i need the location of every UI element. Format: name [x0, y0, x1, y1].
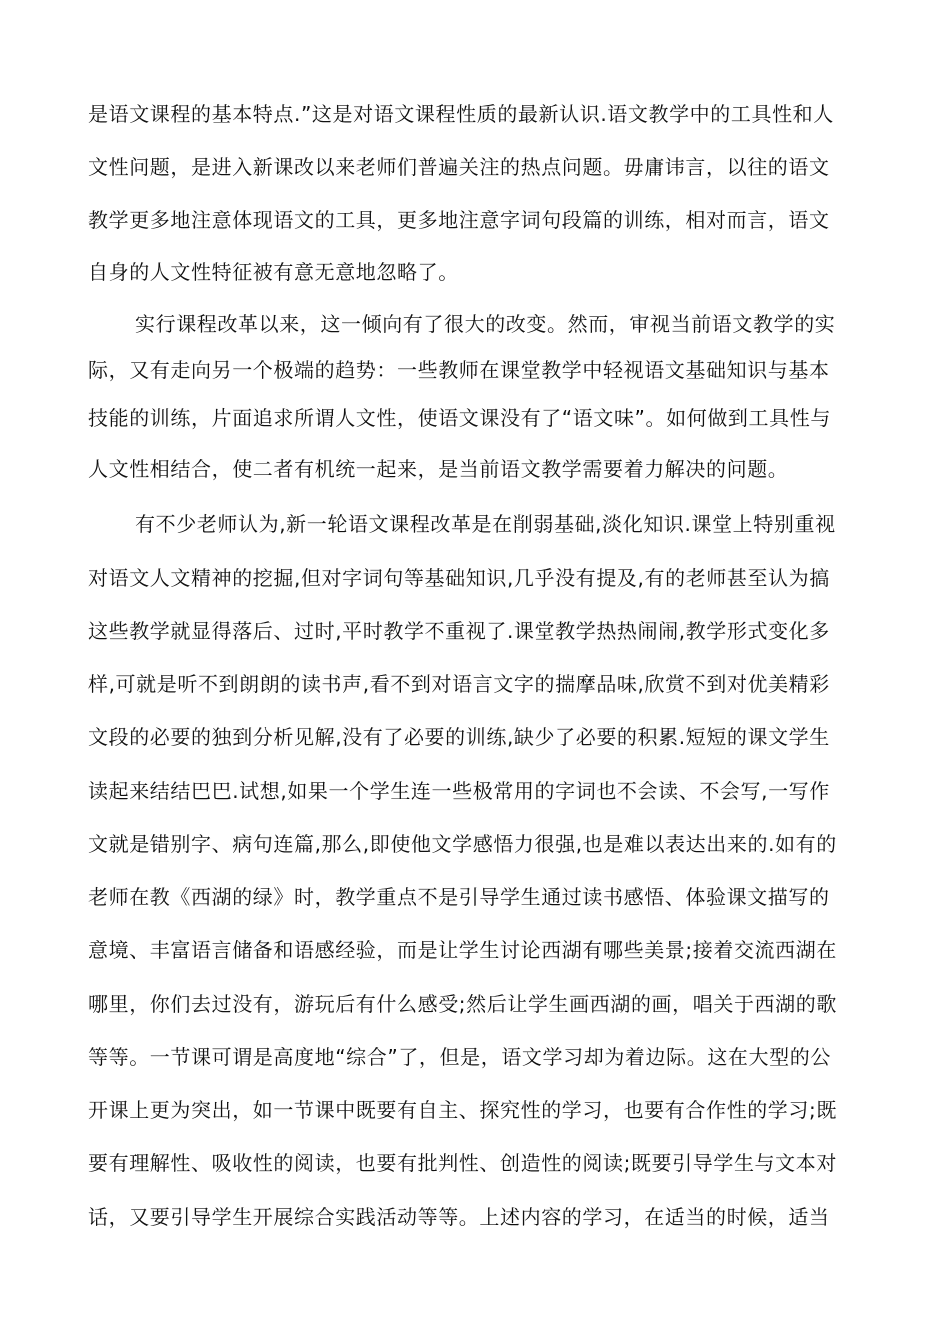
text-line: 文性问题，是进入新课改以来老师们普遍关注的热点问题。毋庸讳言，以往的语文 [88, 155, 830, 179]
text-line: 对语文人文精神的挖掘,但对字词句等基础知识,几乎没有提及,有的老师甚至认为搞 [88, 566, 830, 590]
text-line: 实行课程改革以来，这一倾向有了很大的改变。然而，审视当前语文教学的实 [135, 312, 836, 336]
text-line: 样,可就是听不到朗朗的读书声,看不到对语言文字的揣摩品味,欣赏不到对优美精彩 [88, 672, 830, 696]
text-line: 哪里，你们去过没有，游玩后有什么感受;然后让学生画西湖的画，唱关于西湖的歌 [88, 992, 837, 1016]
text-line: 教学更多地注意体现语文的工具，更多地注意字词句段篇的训练，相对而言，语文 [88, 208, 830, 232]
text-line: 这些教学就显得落后、过时,平时教学不重视了.课堂教学热热闹闹,教学形式变化多 [88, 619, 830, 643]
text-line: 意境、丰富语言储备和语感经验，而是让学生讨论西湖有哪些美景;接着交流西湖在 [88, 938, 837, 962]
text-line: 有不少老师认为,新一轮语文课程改革是在削弱基础,淡化知识.课堂上特别重视 [135, 512, 836, 536]
text-line: 话，又要引导学生开展综合实践活动等等。上述内容的学习，在适当的时候，适当 [88, 1205, 830, 1229]
text-line: 技能的训练，片面追求所谓人文性，使语文课没有了“语文味”。如何做到工具性与 [88, 406, 831, 430]
text-line: 文就是错别字、病句连篇,那么,即使他文学感悟力很强,也是难以表达出来的.如有的 [88, 832, 837, 856]
text-line: 等等。一节课可谓是高度地“综合”了，但是，语文学习却为着边际。这在大型的公 [88, 1045, 831, 1069]
text-line: 要有理解性、吸收性的阅读，也要有批判性、创造性的阅读;既要引导学生与文本对 [88, 1151, 837, 1175]
text-line: 际，又有走向另一个极端的趋势：一些教师在课堂教学中轻视语文基础知识与基本 [88, 358, 830, 382]
text-line: 文段的必要的独到分析见解,没有了必要的训练,缺少了必要的积累.短短的课文学生 [88, 725, 830, 749]
text-line: 自身的人文性特征被有意无意地忽略了。 [88, 260, 459, 284]
text-line: 读起来结结巴巴.试想,如果一个学生连一些极常用的字词也不会读、不会写,一写作 [88, 779, 830, 803]
text-line: 是语文课程的基本特点.”这是对语文课程性质的最新认识.语文教学中的工具性和人 [88, 102, 834, 126]
text-line: 人文性相结合，使二者有机统一起来，是当前语文教学需要着力解决的问题。 [88, 457, 789, 481]
text-line: 老师在教《西湖的绿》时，教学重点不是引导学生通过读书感悟、体验课文描写的 [88, 885, 830, 909]
text-line: 开课上更为突出，如一节课中既要有自主、探究性的学习，也要有合作性的学习;既 [88, 1098, 837, 1122]
